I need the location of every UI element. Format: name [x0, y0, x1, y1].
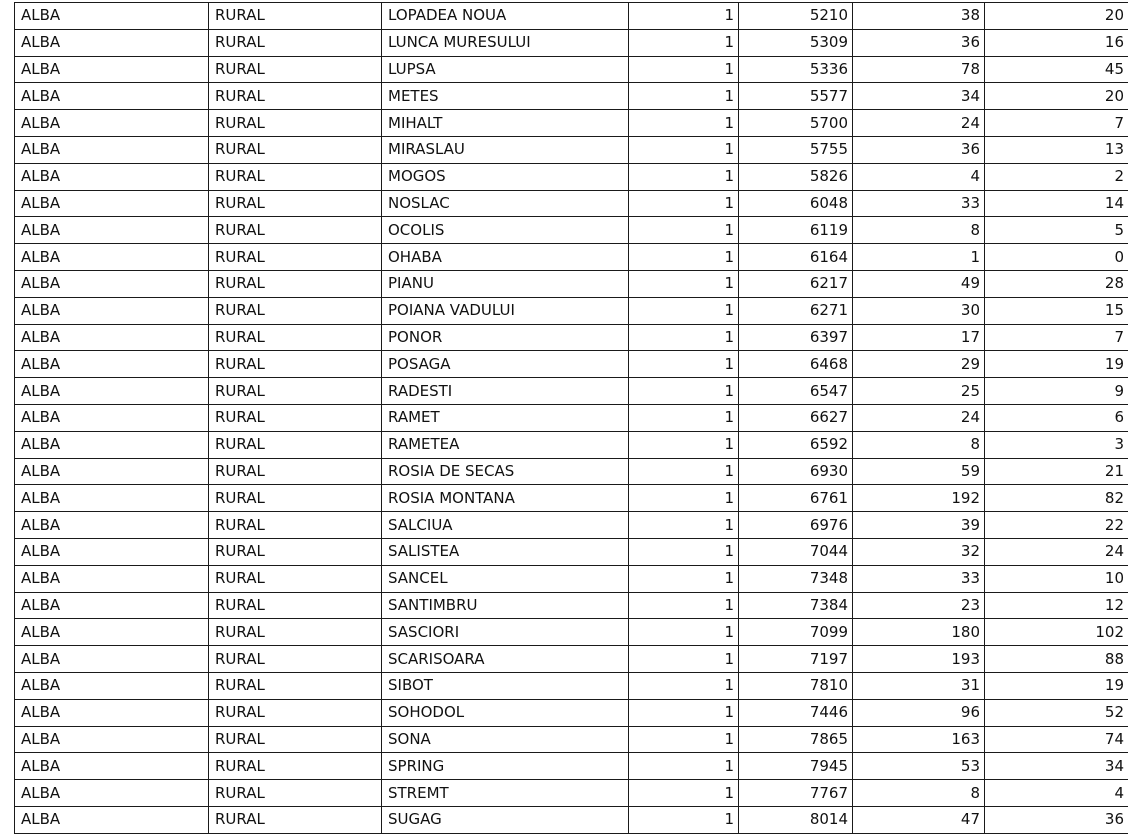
county-cell: ALBA: [15, 351, 209, 378]
count-cell: 1: [629, 56, 739, 83]
table-row: [15, 244, 1128, 271]
total-cell: 96: [853, 699, 985, 726]
total-cell: 34: [853, 83, 985, 110]
subtotal-cell: 13: [985, 136, 1128, 163]
area-cell: RURAL: [209, 270, 382, 297]
code-cell: 6976: [739, 512, 853, 539]
subtotal-cell: 24: [985, 538, 1128, 565]
total-cell: 38: [853, 3, 985, 30]
locality-cell: MOGOS: [382, 163, 629, 190]
locality-cell: SALCIUA: [382, 512, 629, 539]
county-cell: ALBA: [15, 565, 209, 592]
area-cell: RURAL: [209, 512, 382, 539]
area-cell: RURAL: [209, 806, 382, 833]
subtotal-cell: 12: [985, 592, 1128, 619]
table-row: [15, 56, 1128, 83]
county-cell: ALBA: [15, 512, 209, 539]
table-row: [15, 163, 1128, 190]
county-cell: ALBA: [15, 726, 209, 753]
area-cell: RURAL: [209, 565, 382, 592]
code-cell: 7099: [739, 619, 853, 646]
subtotal-cell: 22: [985, 512, 1128, 539]
code-cell: 5336: [739, 56, 853, 83]
locality-cell: OCOLIS: [382, 217, 629, 244]
area-cell: RURAL: [209, 3, 382, 30]
area-cell: RURAL: [209, 190, 382, 217]
locality-cell: SUGAG: [382, 806, 629, 833]
area-cell: RURAL: [209, 726, 382, 753]
code-cell: 6217: [739, 270, 853, 297]
total-cell: 193: [853, 646, 985, 673]
county-cell: ALBA: [15, 699, 209, 726]
county-cell: ALBA: [15, 217, 209, 244]
table-row: [15, 646, 1128, 673]
locality-cell: MIHALT: [382, 110, 629, 137]
subtotal-cell: 20: [985, 83, 1128, 110]
count-cell: 1: [629, 136, 739, 163]
area-cell: RURAL: [209, 56, 382, 83]
table-row: [15, 431, 1128, 458]
table-row: [15, 136, 1128, 163]
count-cell: 1: [629, 431, 739, 458]
count-cell: 1: [629, 646, 739, 673]
table-row: [15, 726, 1128, 753]
subtotal-cell: 52: [985, 699, 1128, 726]
county-cell: ALBA: [15, 485, 209, 512]
subtotal-cell: 88: [985, 646, 1128, 673]
locality-cell: POSAGA: [382, 351, 629, 378]
area-cell: RURAL: [209, 83, 382, 110]
table-row: [15, 29, 1128, 56]
county-cell: ALBA: [15, 431, 209, 458]
subtotal-cell: 16: [985, 29, 1128, 56]
total-cell: 31: [853, 672, 985, 699]
table-row: [15, 324, 1128, 351]
table-row: [15, 565, 1128, 592]
table-row: [15, 3, 1128, 30]
code-cell: 6397: [739, 324, 853, 351]
total-cell: 17: [853, 324, 985, 351]
locality-cell: SALISTEA: [382, 538, 629, 565]
subtotal-cell: 45: [985, 56, 1128, 83]
county-cell: ALBA: [15, 646, 209, 673]
county-cell: ALBA: [15, 190, 209, 217]
area-cell: RURAL: [209, 244, 382, 271]
locality-cell: ROSIA MONTANA: [382, 485, 629, 512]
locality-cell: METES: [382, 83, 629, 110]
county-cell: ALBA: [15, 458, 209, 485]
total-cell: 78: [853, 56, 985, 83]
county-cell: ALBA: [15, 83, 209, 110]
table-row: [15, 672, 1128, 699]
county-cell: ALBA: [15, 3, 209, 30]
county-cell: ALBA: [15, 297, 209, 324]
area-cell: RURAL: [209, 110, 382, 137]
code-cell: 7384: [739, 592, 853, 619]
area-cell: RURAL: [209, 297, 382, 324]
count-cell: 1: [629, 110, 739, 137]
county-cell: ALBA: [15, 270, 209, 297]
area-cell: RURAL: [209, 163, 382, 190]
locality-cell: LUPSA: [382, 56, 629, 83]
subtotal-cell: 74: [985, 726, 1128, 753]
count-cell: 1: [629, 163, 739, 190]
locality-cell: SONA: [382, 726, 629, 753]
code-cell: 5210: [739, 3, 853, 30]
code-cell: 6468: [739, 351, 853, 378]
subtotal-cell: 9: [985, 378, 1128, 405]
code-cell: 5577: [739, 83, 853, 110]
count-cell: 1: [629, 699, 739, 726]
data-table: [14, 2, 1128, 834]
subtotal-cell: 5: [985, 217, 1128, 244]
table-row: [15, 592, 1128, 619]
locality-cell: OHABA: [382, 244, 629, 271]
subtotal-cell: 2: [985, 163, 1128, 190]
count-cell: 1: [629, 806, 739, 833]
count-cell: 1: [629, 324, 739, 351]
locality-cell: SOHODOL: [382, 699, 629, 726]
subtotal-cell: 15: [985, 297, 1128, 324]
count-cell: 1: [629, 3, 739, 30]
count-cell: 1: [629, 538, 739, 565]
count-cell: 1: [629, 351, 739, 378]
total-cell: 24: [853, 404, 985, 431]
subtotal-cell: 20: [985, 3, 1128, 30]
total-cell: 47: [853, 806, 985, 833]
area-cell: RURAL: [209, 404, 382, 431]
area-cell: RURAL: [209, 485, 382, 512]
code-cell: 7348: [739, 565, 853, 592]
area-cell: RURAL: [209, 672, 382, 699]
subtotal-cell: 19: [985, 672, 1128, 699]
locality-cell: SASCIORI: [382, 619, 629, 646]
table-row: [15, 458, 1128, 485]
county-cell: ALBA: [15, 753, 209, 780]
subtotal-cell: 21: [985, 458, 1128, 485]
subtotal-cell: 0: [985, 244, 1128, 271]
code-cell: 5826: [739, 163, 853, 190]
count-cell: 1: [629, 29, 739, 56]
code-cell: 7810: [739, 672, 853, 699]
locality-cell: SANTIMBRU: [382, 592, 629, 619]
subtotal-cell: 14: [985, 190, 1128, 217]
code-cell: 6592: [739, 431, 853, 458]
county-cell: ALBA: [15, 163, 209, 190]
county-cell: ALBA: [15, 29, 209, 56]
county-cell: ALBA: [15, 672, 209, 699]
table-row: [15, 83, 1128, 110]
code-cell: 5700: [739, 110, 853, 137]
total-cell: 180: [853, 619, 985, 646]
locality-cell: SCARISOARA: [382, 646, 629, 673]
code-cell: 7865: [739, 726, 853, 753]
table-row: [15, 404, 1128, 431]
county-cell: ALBA: [15, 110, 209, 137]
county-cell: ALBA: [15, 324, 209, 351]
count-cell: 1: [629, 565, 739, 592]
area-cell: RURAL: [209, 592, 382, 619]
total-cell: 36: [853, 136, 985, 163]
total-cell: 33: [853, 190, 985, 217]
table-row: [15, 351, 1128, 378]
total-cell: 32: [853, 538, 985, 565]
count-cell: 1: [629, 270, 739, 297]
area-cell: RURAL: [209, 458, 382, 485]
county-cell: ALBA: [15, 780, 209, 807]
area-cell: RURAL: [209, 351, 382, 378]
total-cell: 53: [853, 753, 985, 780]
table-row: [15, 619, 1128, 646]
county-cell: ALBA: [15, 619, 209, 646]
code-cell: 5755: [739, 136, 853, 163]
count-cell: 1: [629, 297, 739, 324]
table-row: [15, 485, 1128, 512]
code-cell: 5309: [739, 29, 853, 56]
county-cell: ALBA: [15, 592, 209, 619]
locality-cell: PONOR: [382, 324, 629, 351]
county-cell: ALBA: [15, 538, 209, 565]
table-row: [15, 110, 1128, 137]
count-cell: 1: [629, 672, 739, 699]
area-cell: RURAL: [209, 753, 382, 780]
subtotal-cell: 7: [985, 110, 1128, 137]
county-cell: ALBA: [15, 378, 209, 405]
count-cell: 1: [629, 780, 739, 807]
count-cell: 1: [629, 217, 739, 244]
area-cell: RURAL: [209, 136, 382, 163]
code-cell: 6048: [739, 190, 853, 217]
count-cell: 1: [629, 592, 739, 619]
code-cell: 6547: [739, 378, 853, 405]
total-cell: 23: [853, 592, 985, 619]
area-cell: RURAL: [209, 378, 382, 405]
subtotal-cell: 102: [985, 619, 1128, 646]
table-row: [15, 190, 1128, 217]
code-cell: 7446: [739, 699, 853, 726]
count-cell: 1: [629, 404, 739, 431]
subtotal-cell: 10: [985, 565, 1128, 592]
total-cell: 25: [853, 378, 985, 405]
code-cell: 6627: [739, 404, 853, 431]
locality-cell: NOSLAC: [382, 190, 629, 217]
table-row: [15, 780, 1128, 807]
code-cell: 6761: [739, 485, 853, 512]
total-cell: 30: [853, 297, 985, 324]
subtotal-cell: 28: [985, 270, 1128, 297]
total-cell: 8: [853, 217, 985, 244]
total-cell: 1: [853, 244, 985, 271]
county-cell: ALBA: [15, 56, 209, 83]
count-cell: 1: [629, 485, 739, 512]
county-cell: ALBA: [15, 806, 209, 833]
total-cell: 36: [853, 29, 985, 56]
count-cell: 1: [629, 190, 739, 217]
county-cell: ALBA: [15, 244, 209, 271]
subtotal-cell: 34: [985, 753, 1128, 780]
subtotal-cell: 3: [985, 431, 1128, 458]
locality-cell: POIANA VADULUI: [382, 297, 629, 324]
count-cell: 1: [629, 458, 739, 485]
area-cell: RURAL: [209, 646, 382, 673]
subtotal-cell: 6: [985, 404, 1128, 431]
code-cell: 7945: [739, 753, 853, 780]
count-cell: 1: [629, 753, 739, 780]
code-cell: 6271: [739, 297, 853, 324]
area-cell: RURAL: [209, 431, 382, 458]
code-cell: 7767: [739, 780, 853, 807]
table-row: [15, 217, 1128, 244]
locality-cell: RADESTI: [382, 378, 629, 405]
area-cell: RURAL: [209, 217, 382, 244]
count-cell: 1: [629, 512, 739, 539]
table-row: [15, 512, 1128, 539]
locality-cell: PIANU: [382, 270, 629, 297]
area-cell: RURAL: [209, 538, 382, 565]
total-cell: 33: [853, 565, 985, 592]
total-cell: 59: [853, 458, 985, 485]
code-cell: 6119: [739, 217, 853, 244]
count-cell: 1: [629, 244, 739, 271]
total-cell: 39: [853, 512, 985, 539]
total-cell: 163: [853, 726, 985, 753]
area-cell: RURAL: [209, 699, 382, 726]
total-cell: 24: [853, 110, 985, 137]
subtotal-cell: 4: [985, 780, 1128, 807]
locality-cell: ROSIA DE SECAS: [382, 458, 629, 485]
count-cell: 1: [629, 378, 739, 405]
table-row: [15, 297, 1128, 324]
code-cell: 6930: [739, 458, 853, 485]
total-cell: 29: [853, 351, 985, 378]
locality-cell: MIRASLAU: [382, 136, 629, 163]
locality-cell: STREMT: [382, 780, 629, 807]
area-cell: RURAL: [209, 29, 382, 56]
locality-cell: RAMETEA: [382, 431, 629, 458]
total-cell: 192: [853, 485, 985, 512]
code-cell: 7197: [739, 646, 853, 673]
count-cell: 1: [629, 619, 739, 646]
table-body: [15, 3, 1128, 834]
area-cell: RURAL: [209, 619, 382, 646]
subtotal-cell: 19: [985, 351, 1128, 378]
count-cell: 1: [629, 726, 739, 753]
table-row: [15, 753, 1128, 780]
code-cell: 6164: [739, 244, 853, 271]
locality-cell: LOPADEA NOUA: [382, 3, 629, 30]
locality-cell: LUNCA MURESULUI: [382, 29, 629, 56]
locality-cell: SPRING: [382, 753, 629, 780]
area-cell: RURAL: [209, 780, 382, 807]
table-row: [15, 378, 1128, 405]
county-cell: ALBA: [15, 404, 209, 431]
subtotal-cell: 82: [985, 485, 1128, 512]
table-row: [15, 270, 1128, 297]
locality-cell: RAMET: [382, 404, 629, 431]
total-cell: 8: [853, 780, 985, 807]
table-row: [15, 538, 1128, 565]
table-row: [15, 806, 1128, 833]
code-cell: 8014: [739, 806, 853, 833]
locality-cell: SANCEL: [382, 565, 629, 592]
total-cell: 49: [853, 270, 985, 297]
locality-cell: SIBOT: [382, 672, 629, 699]
code-cell: 7044: [739, 538, 853, 565]
table-row: [15, 699, 1128, 726]
area-cell: RURAL: [209, 324, 382, 351]
county-cell: ALBA: [15, 136, 209, 163]
subtotal-cell: 36: [985, 806, 1128, 833]
count-cell: 1: [629, 83, 739, 110]
subtotal-cell: 7: [985, 324, 1128, 351]
total-cell: 8: [853, 431, 985, 458]
total-cell: 4: [853, 163, 985, 190]
